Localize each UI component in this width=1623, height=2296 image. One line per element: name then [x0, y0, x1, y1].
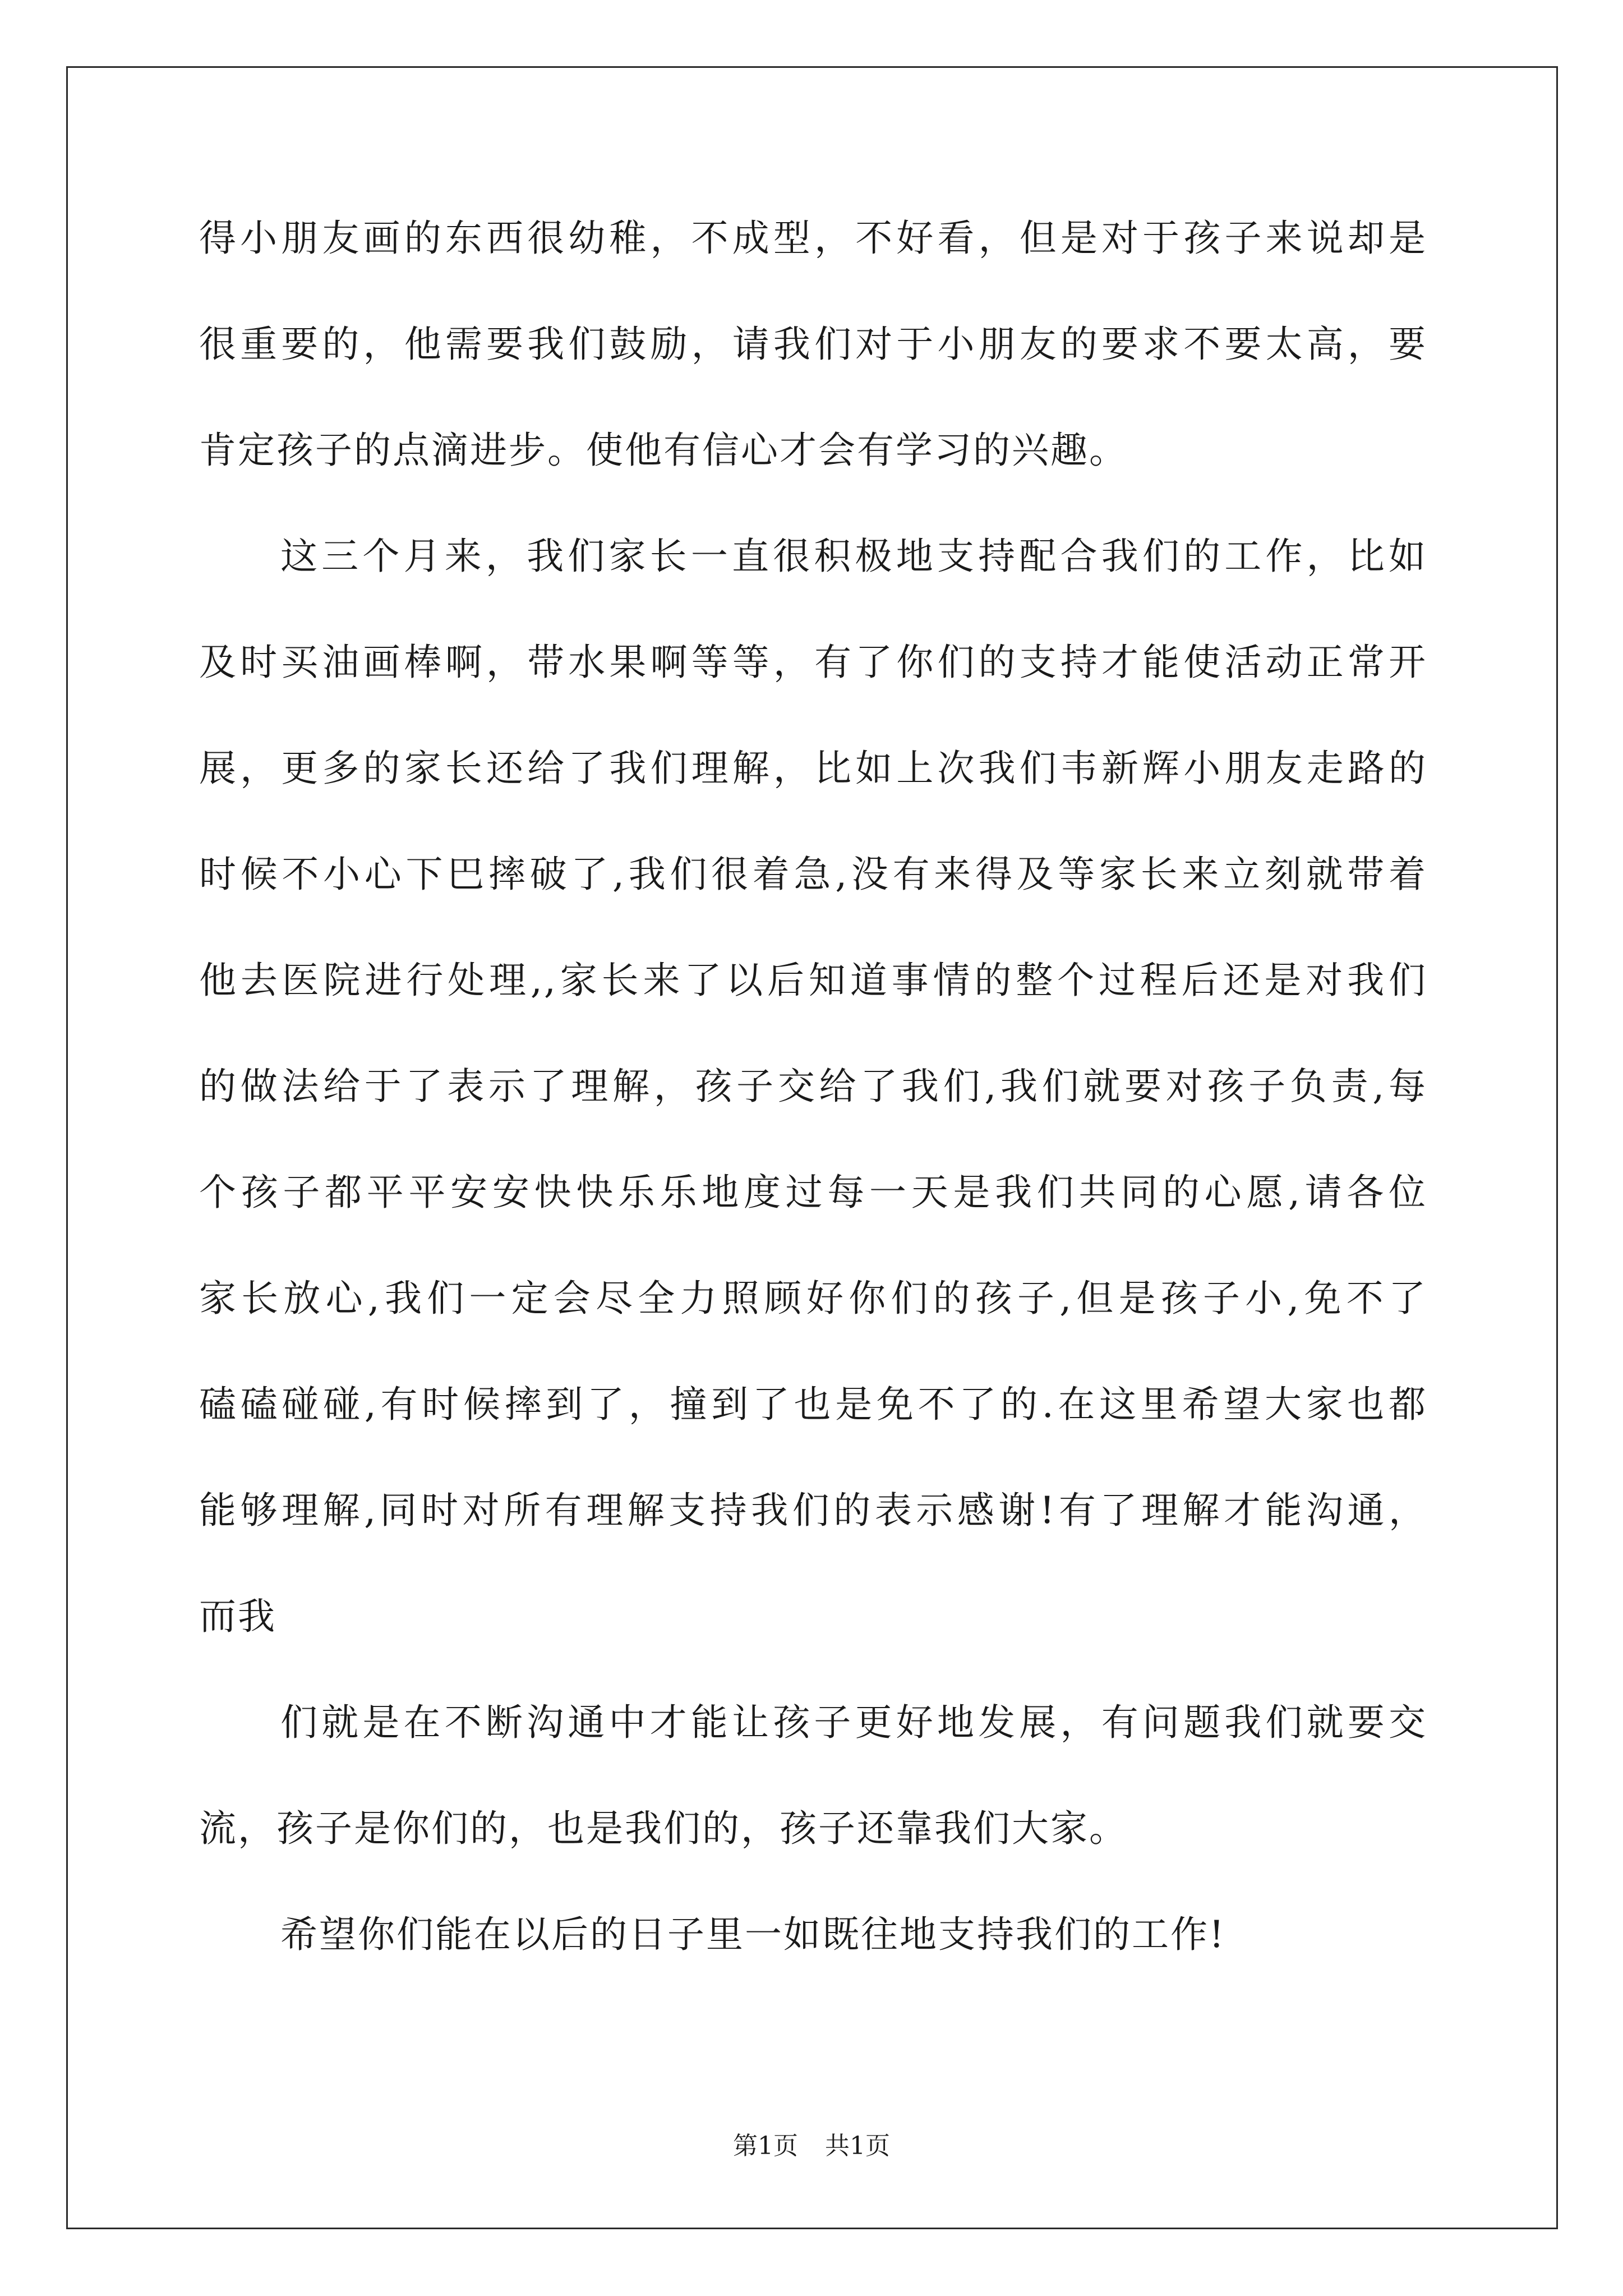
text-line: 磕磕碰碰,有时候摔到了，撞到了也是免不了的.在这里希望大家也都 — [199, 1383, 1427, 1426]
text-line: 展，更多的家长还给了我们理解，比如上次我们韦新辉小朋友走路的 — [199, 747, 1427, 790]
text-line: 得小朋友画的东西很幼稚，不成型，不好看，但是对于孩子来说却是 — [199, 217, 1427, 260]
text-line: 流，孩子是你们的，也是我们的，孩子还靠我们大家。 — [199, 1807, 1128, 1850]
text-line: 他去医院进行处理,,家长来了以后知道事情的整个过程后还是对我们 — [199, 959, 1427, 1002]
text-line: 们就是在不断沟通中才能让孩子更好地发展，有问题我们就要交 — [280, 1701, 1427, 1744]
text-line: 而我 — [199, 1595, 276, 1638]
text-line: 这三个月来，我们家长一直很积极地支持配合我们的工作，比如 — [280, 535, 1427, 578]
text-line: 的做法给于了表示了理解，孩子交给了我们,我们就要对孩子负责,每 — [199, 1065, 1427, 1108]
page-number-current: 第1页 — [733, 2132, 798, 2160]
text-line: 肯定孩子的点滴进步。使他有信心才会有学习的兴趣。 — [199, 429, 1128, 472]
text-line: 很重要的，他需要我们鼓励，请我们对于小朋友的要求不要太高，要 — [199, 323, 1427, 366]
text-line: 及时买油画棒啊，带水果啊等等，有了你们的支持才能使活动正常开 — [199, 641, 1427, 684]
text-line: 个孩子都平平安安快快乐乐地度过每一天是我们共同的心愿,请各位 — [199, 1171, 1427, 1214]
text-line: 时候不小心下巴摔破了,我们很着急,没有来得及等家长来立刻就带着 — [199, 853, 1427, 896]
page-number-total: 共1页 — [825, 2132, 890, 2160]
text-line: 能够理解,同时对所有理解支持我们的表示感谢!有了理解才能沟通， — [199, 1489, 1427, 1532]
page-footer — [0, 2131, 1623, 2162]
page-border — [66, 66, 1558, 2229]
text-line: 家长放心,我们一定会尽全力照顾好你们的孩子,但是孩子小,免不了 — [199, 1277, 1427, 1320]
text-line: 希望你们能在以后的日子里一如既往地支持我们的工作! — [280, 1913, 1226, 1956]
